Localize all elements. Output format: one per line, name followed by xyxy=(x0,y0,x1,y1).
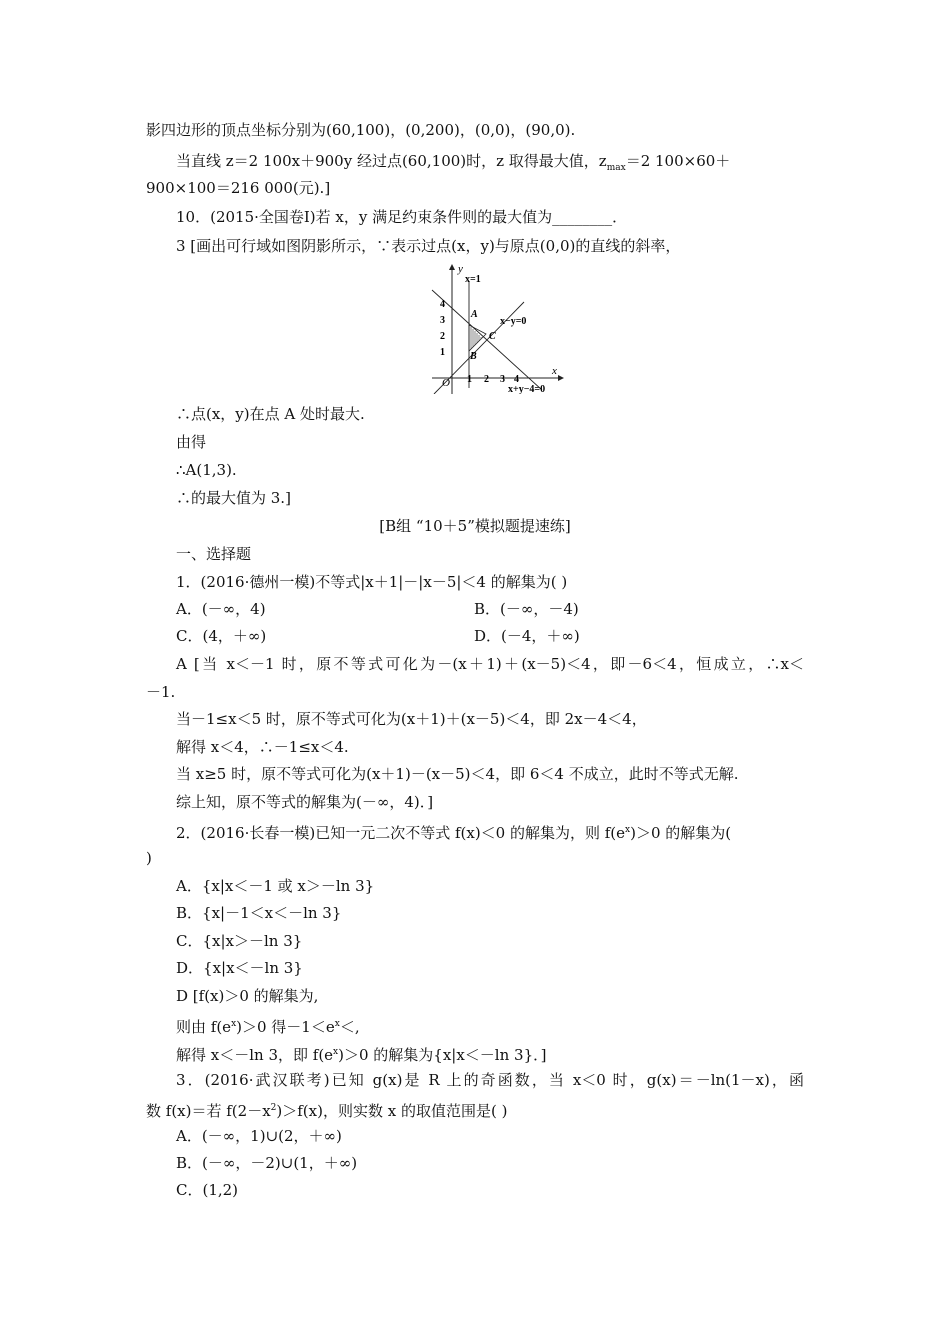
question-3: 3．(2016·武汉联考)已知 g(x)是 R 上的奇函数，当 x＜0 时，g(x)＝－ln(1－x)，函 xyxy=(176,1071,804,1089)
question-10: 10．(2015·全国卷Ⅰ)若 x，y 满足约束条件则的最大值为________． xyxy=(176,208,628,226)
y-tick-label: 3 xyxy=(440,315,445,326)
option-C: C．(1,2) xyxy=(176,1181,239,1199)
y-tick-label: 4 xyxy=(440,299,445,310)
x-tick-label: 4 xyxy=(514,374,519,385)
text-line: ) xyxy=(146,849,152,867)
point-B-label: B xyxy=(470,351,477,362)
option-A: A．(－∞，4) xyxy=(176,600,266,618)
option-A: A．(－∞，1)∪(2，＋∞) xyxy=(176,1127,342,1145)
subsection-heading: 一、选择题 xyxy=(176,545,252,563)
label-x-plus-y-minus-4: x+y−4=0 xyxy=(508,384,546,394)
x-tick-label: 3 xyxy=(500,374,505,385)
text-line: 当 x≥5 时，原不等式可化为(x＋1)－(x－5)＜4，即 6＜4 不成立，此时不等式无解. xyxy=(176,765,739,783)
point-C-label: C xyxy=(489,331,496,342)
y-tick-label: 2 xyxy=(440,331,445,342)
text-line: 影四边形的顶点坐标分别为(60,100)，(0,200)，(0,0)，(90,0). xyxy=(146,121,576,139)
label-x-equals-1: x=1 xyxy=(465,274,481,285)
origin-label: O xyxy=(442,377,450,389)
option-B: B．{x|－1＜x＜－ln 3} xyxy=(176,904,342,922)
y-axis-arrow-icon xyxy=(449,264,455,270)
shaded-region xyxy=(469,325,486,351)
option-B: B．(－∞，－2)∪(1，＋∞) xyxy=(176,1154,358,1172)
text-line: 则由 $f(e^x)>0$ 得$-1<e^x<$, xyxy=(176,1018,360,1036)
y-axis-label: y xyxy=(458,263,463,275)
answer-1: A [当 x＜－1 时，原不等式可化为－(x＋1)＋(x－5)＜4，即－6＜4，恒成立，∴x＜ xyxy=(176,655,804,673)
feasible-region-figure xyxy=(424,262,564,394)
label-x-minus-y: x−y=0 xyxy=(500,316,527,327)
answer-10: 3 [画出可行域如图阴影所示，∵表示过点(x，y)与原点(0,0)的直线的斜率， xyxy=(176,237,681,255)
option-D: D．(－4，＋∞) xyxy=(474,627,580,645)
x-axis-label: x xyxy=(552,365,557,377)
text-line: 解得 x＜－ln 3，即 $f(e^x)>0$ 的解集为{x|x＜－ln 3}．] xyxy=(176,1046,547,1064)
option-A: A．{x|x＜－1 或 x＞－ln 3} xyxy=(176,877,375,895)
option-D: D．{x|x＜－ln 3} xyxy=(176,959,303,977)
text-line: 当－1≤x＜5 时，原不等式可化为(x＋1)＋(x－5)＜4，即 2x－4＜4， xyxy=(176,710,647,728)
text-line: 由得 xyxy=(176,433,207,451)
text-line: ∴点(x，y)在点 A 处时最大. xyxy=(176,405,365,423)
option-C: C．(4，＋∞) xyxy=(176,627,267,645)
text-line: 解得 x＜4，∴－1≤x＜4. xyxy=(176,738,349,756)
answer-2: D [f(x)＞0 的解集为, xyxy=(176,987,319,1005)
text-line: 900×100＝216 000(元).] xyxy=(146,179,331,197)
option-C: C．{x|x＞－ln 3} xyxy=(176,932,303,950)
question-2: 2．(2016·长春一模)已知一元二次不等式 f(x)＜0 的解集为，则 $f(e^x)>0$ 的解集为( xyxy=(176,824,732,842)
text-line: 数 f(x)＝若 $f(2-x^2)>f(x)$，则实数 x 的取值范围是( ) xyxy=(146,1102,508,1120)
section-heading: [B组 “10＋5”模拟题提速练] xyxy=(379,517,571,535)
x-axis-arrow-icon xyxy=(558,375,564,381)
x-tick-label: 2 xyxy=(484,374,489,385)
text-line: 当直线 z＝2 100x＋900y 经过点(60,100)时，z 取得最大值，$z_{max}=2$ 100×60＋ xyxy=(176,152,731,173)
text-line: －1. xyxy=(146,683,176,701)
text-line: 综上知，原不等式的解集为(－∞，4)．] xyxy=(176,793,434,811)
question-1: 1．(2016·德州一模)不等式|x＋1|－|x－5|＜4 的解集为( ) xyxy=(176,573,568,591)
text-line: ∴A(1,3). xyxy=(176,461,237,479)
y-tick-label: 1 xyxy=(440,347,445,358)
x-tick-label: 1 xyxy=(467,374,472,385)
text-line: ∴的最大值为 3.] xyxy=(176,489,291,507)
option-B: B．(－∞，－4) xyxy=(474,600,579,618)
point-A-label: A xyxy=(471,309,478,320)
